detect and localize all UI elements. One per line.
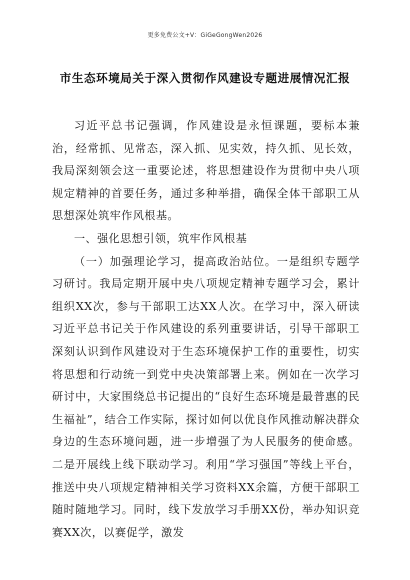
intro-paragraph: 习近平总书记强调，作风建设是永恒课题，要标本兼治，经常抓、见常态，深入抓、见实效，持久抓、见长效，我局深刻领会这一重要论述，将思想建设作为贯彻中央八项规定精神的首要任务，通过多种举措，确保全体干部职工从思想深处筑牢作风根基。: [52, 119, 360, 223]
document-title: 市生态环境局关于深入贯彻作风建设专题进展情况汇报: [59, 71, 351, 85]
header-note: 更多免费公文+V：GiGeGongWen2026: [147, 32, 263, 39]
section-heading: 一、强化思想引领，筑牢作风根基: [74, 231, 248, 245]
document-body: [52, 115, 360, 544]
body-paragraph: （一）加强理论学习，提高政治站位。一是组织专题学习研讨。我局定期开展中央八项规定精神专题学习会，累计组织XX次，参与干部职工达XX人次。在学习中，深入研读习近平总书记关于作风建设的系列重要讲话，引导干部职工深刻认识到作风建设对于生态环境保护工作的重要性，切实将思想和行动统一到党中央决策部署上来。例如在一次学习研讨中，大家围绕总书记提出的“良好生态环境是最普惠的民生福祉”，结合工作实际，探讨如何以优良作风推动解决群众身边的生态环境问题，进一步增强了为人民服务的使命感。二是开展线上线下联动学习。利用“学习强国”等线上平台，推送中央八项规定精神相关学习资料XX余篇，方便干部职工随时随地学习。同时，线下发放学习手册XX份，举办知识竞赛XX次，以赛促学，激发: [52, 254, 360, 539]
